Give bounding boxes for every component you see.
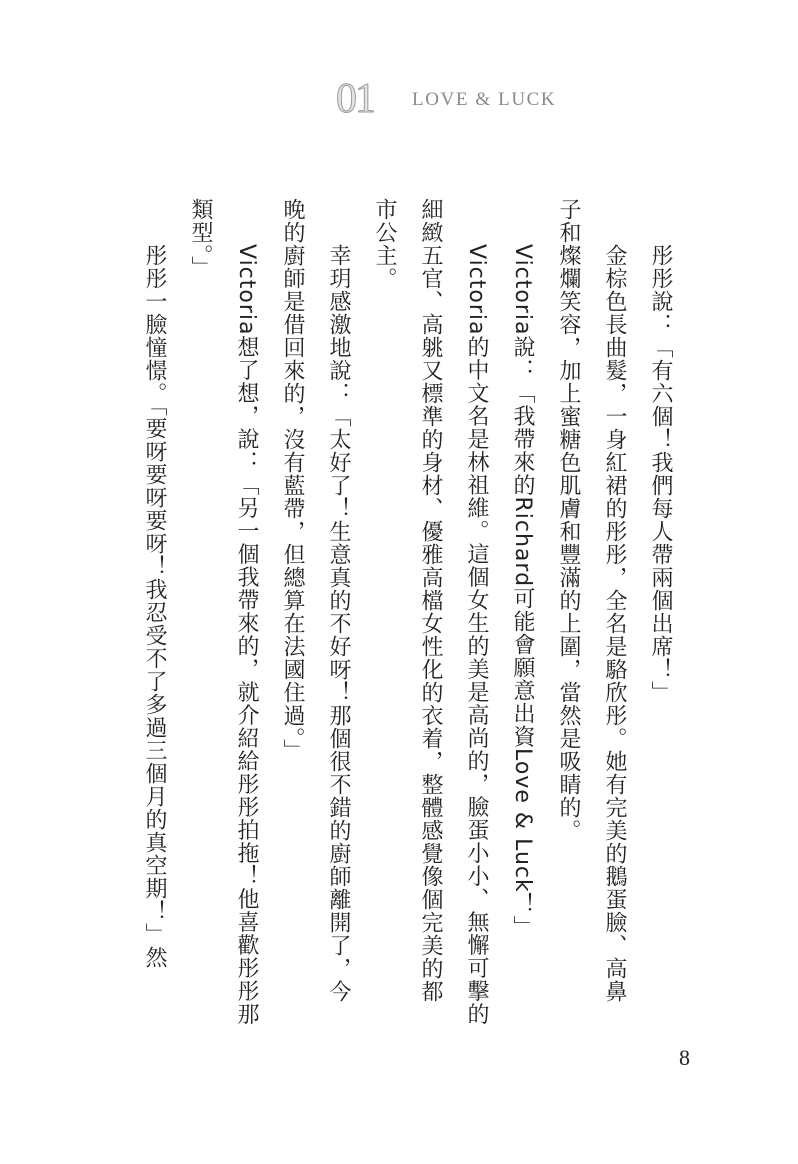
paragraph xyxy=(499,198,545,1038)
paragraph xyxy=(177,198,269,1038)
chapter-number: 01 xyxy=(336,76,374,122)
text-line: 晚的廚師是借回來的，沒有藍帶，但總算在法國住過。」 xyxy=(280,198,305,762)
text-line: 金棕色長曲髮，一身紅裙的彤彤，全名是駱欣彤。她有完美的鵝蛋臉、高鼻 xyxy=(602,244,627,1003)
running-header xyxy=(336,74,576,124)
text-line: 幸玥感激地說：「太好了！生意真的不好呀！那個很不錯的廚師離開了，今 xyxy=(326,244,351,1003)
paragraph xyxy=(637,198,683,1038)
paragraph xyxy=(361,198,499,1038)
text-line: 子和燦爛笑容，加上蜜糖色肌膚和豐滿的上圍，當然是吸睛的。 xyxy=(556,198,581,842)
paragraph xyxy=(131,198,177,1038)
text-line: 細緻五官、高䠷又標準的身材、優雅高檔女性化的衣着，整體感覺像個完美的都 xyxy=(418,198,443,1003)
paragraph xyxy=(269,198,361,1038)
paragraph xyxy=(545,198,637,1038)
text-line: Victoria說：「我帶來的Richard可能會願意出資Love & Luck！」 xyxy=(510,244,535,939)
text-line: 市公主。 xyxy=(372,198,397,290)
text-line: Victoria想了想，說：「另一個我帶來的，就介紹給彤彤拍拖！他喜歡彤彤那 xyxy=(234,244,259,1026)
book-title: LOVE & LUCK xyxy=(412,89,557,110)
text-line: 彤彤說：「有六個！我們每人帶兩個出席！」 xyxy=(648,244,673,704)
text-line: 彤彤一臉憧憬。「要呀要呀要呀！我忍受不了多過三個月的真空期！」然 xyxy=(142,244,167,969)
body-text xyxy=(131,198,683,1038)
page-number: 8 xyxy=(679,1045,690,1070)
text-line: Victoria的中文名是林祖維。這個女生的美是高尚的，臉蛋小小、無懈可擊的 xyxy=(464,244,489,1026)
text-line: 類型。」 xyxy=(188,198,213,279)
